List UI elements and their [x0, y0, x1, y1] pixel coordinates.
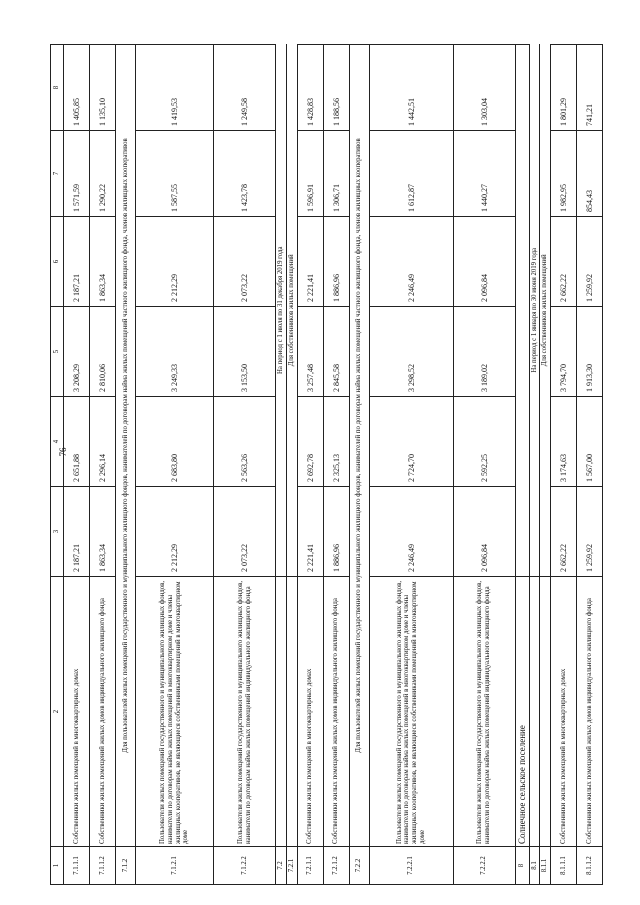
- value-cell: 2 810,06: [90, 307, 116, 397]
- row-code-cell: 7.1.2: [116, 847, 136, 885]
- value-cell: 2 692,78: [297, 397, 323, 487]
- value-cell: 2 187,21: [64, 217, 90, 307]
- value-cell: 3 249,33: [136, 307, 214, 397]
- row-code-cell: 7.2.1: [286, 847, 297, 885]
- page-number: 76: [58, 447, 68, 457]
- value-cell: 1 567,00: [577, 397, 603, 487]
- value-cell: 2 563,26: [214, 397, 276, 487]
- section-heading-cell: Для пользователей жилых помещений государственного и муниципального жилищного фондов, нанимателей по договорам найма жилых помещений частного жилищного фонда, членов жилищных кооперативов: [349, 45, 369, 847]
- value-cell: 741,21: [577, 45, 603, 131]
- row-code-cell: 7.1.1.1: [64, 847, 90, 885]
- row-code-cell: 7.1.1.2: [90, 847, 116, 885]
- table-row: [286, 45, 297, 885]
- value-cell: 1 587,55: [136, 131, 214, 217]
- table-row: [297, 45, 323, 885]
- row-code-cell: 8.1.1: [540, 847, 551, 885]
- table-row: [349, 45, 369, 885]
- value-cell: 1 442,51: [369, 45, 453, 131]
- header-cell: 6: [51, 217, 64, 307]
- empty-cell: [540, 577, 551, 847]
- row-code-cell: 7.1.2.1: [136, 847, 214, 885]
- table-row: [323, 45, 349, 885]
- row-code-cell: 7.2.2.2: [453, 847, 515, 885]
- header-cell: 1: [51, 847, 64, 885]
- period-heading-cell: Для собственников жилых помещений: [540, 45, 551, 577]
- value-cell: 1 886,96: [323, 217, 349, 307]
- value-cell: 2 073,22: [214, 487, 276, 577]
- table-row: [577, 45, 603, 885]
- header-row: [51, 45, 64, 885]
- value-cell: 2 212,29: [136, 217, 214, 307]
- row-name-cell: Собственники жилых помещений жилых домов индивидуального жилищного фонда: [323, 577, 349, 847]
- row-code-cell: 8.1.1.1: [551, 847, 577, 885]
- value-cell: 2 221,41: [297, 217, 323, 307]
- table-row: [90, 45, 116, 885]
- value-cell: 2 221,41: [297, 487, 323, 577]
- row-code-cell: 7.2: [276, 847, 287, 885]
- table-row: [551, 45, 577, 885]
- value-cell: 2 246,49: [369, 487, 453, 577]
- row-code-cell: 8: [515, 847, 529, 885]
- row-name-cell: Пользователи жилых помещений государственного и муниципального жилищных фондов, наниматели по договорам найма жилых помещений индивидуального жилищного фонда: [214, 577, 276, 847]
- table-body: [64, 45, 603, 885]
- value-cell: 2 592,25: [453, 397, 515, 487]
- row-name-cell: Пользователи жилых помещений государственного и муниципального жилищных фондов, наниматели по договорам найма жилых помещений в многоквартирном доме и члены жилищных кооперативов, не являющиеся собственниками помещений в многоквартирном доме: [136, 577, 214, 847]
- value-cell: 1 886,96: [323, 487, 349, 577]
- value-cell: 2 662,22: [551, 487, 577, 577]
- value-cell: 1 913,30: [577, 307, 603, 397]
- value-cell: 2 212,29: [136, 487, 214, 577]
- header-cell: 4: [51, 397, 64, 487]
- value-cell: 3 794,70: [551, 307, 577, 397]
- value-cell: 1 249,58: [214, 45, 276, 131]
- empty-cell: [515, 45, 529, 577]
- row-code-cell: 7.2.1.2: [323, 847, 349, 885]
- value-cell: 1 419,53: [136, 45, 214, 131]
- value-cell: 2 683,80: [136, 397, 214, 487]
- period-heading-cell: На период с 1 июля по 31 декабря 2019 года: [276, 45, 287, 577]
- row-code-cell: 7.2.2: [349, 847, 369, 885]
- row-name-cell: Собственники жилых помещений в многоквартирных домах: [297, 577, 323, 847]
- empty-cell: [276, 577, 287, 847]
- value-cell: 3 298,52: [369, 307, 453, 397]
- value-cell: 1 259,92: [577, 217, 603, 307]
- value-cell: 1 440,27: [453, 131, 515, 217]
- value-cell: 1 303,04: [453, 45, 515, 131]
- table-row: [540, 45, 551, 885]
- value-cell: 2 096,84: [453, 487, 515, 577]
- value-cell: 1 135,10: [90, 45, 116, 131]
- period-heading-cell: На период с 1 января по 30 июня 2019 года: [529, 45, 540, 577]
- value-cell: 3 208,29: [64, 307, 90, 397]
- row-code-cell: 7.2.2.1: [369, 847, 453, 885]
- value-cell: 1 259,92: [577, 487, 603, 577]
- value-cell: 3 189,02: [453, 307, 515, 397]
- header-cell: 8: [51, 45, 64, 131]
- header-cell: 2: [51, 577, 64, 847]
- value-cell: 854,43: [577, 131, 603, 217]
- table-row: [276, 45, 287, 885]
- row-name-cell: Собственники жилых помещений жилых домов индивидуального жилищного фонда: [90, 577, 116, 847]
- settlement-name-cell: Солнечное сельское поселение: [515, 577, 529, 847]
- value-cell: 2 296,14: [90, 397, 116, 487]
- value-cell: 1 863,34: [90, 487, 116, 577]
- section-heading-cell: Для пользователей жилых помещений государственного и муниципального жилищного фондов, нанимателей по договорам найма жилых помещений частного жилищного фонда, членов жилищных кооперативов: [116, 45, 136, 847]
- value-cell: 2 651,88: [64, 397, 90, 487]
- value-cell: 2 073,22: [214, 217, 276, 307]
- table-row: [214, 45, 276, 885]
- value-cell: 3 257,48: [297, 307, 323, 397]
- row-code-cell: 7.1.2.2: [214, 847, 276, 885]
- value-cell: 1 428,83: [297, 45, 323, 131]
- tariff-table: [50, 44, 603, 885]
- table-row: [453, 45, 515, 885]
- value-cell: 2 325,13: [323, 397, 349, 487]
- value-cell: 3 153,50: [214, 307, 276, 397]
- value-cell: 1 188,56: [323, 45, 349, 131]
- row-name-cell: Пользователи жилых помещений государственного и муниципального жилищных фондов, наниматели по договорам найма жилых помещений индивидуального жилищного фонда: [453, 577, 515, 847]
- table-row: [515, 45, 529, 885]
- table-row: [136, 45, 214, 885]
- row-name-cell: Собственники жилых помещений в многоквартирных домах: [551, 577, 577, 847]
- header-cell: 7: [51, 131, 64, 217]
- value-cell: 1 801,29: [551, 45, 577, 131]
- table-row: [64, 45, 90, 885]
- value-cell: 1 571,59: [64, 131, 90, 217]
- value-cell: 2 246,49: [369, 217, 453, 307]
- empty-cell: [529, 577, 540, 847]
- value-cell: 1 423,78: [214, 131, 276, 217]
- value-cell: 1 306,71: [323, 131, 349, 217]
- row-name-cell: Собственники жилых помещений жилых домов индивидуального жилищного фонда: [577, 577, 603, 847]
- header-cell: 3: [51, 487, 64, 577]
- row-name-cell: Пользователи жилых помещений государственного и муниципального жилищных фондов, наниматели по договорам найма жилых помещений в многоквартирном доме и члены жилищных кооперативов, не являющиеся собственниками помещений в многоквартирном доме: [369, 577, 453, 847]
- period-heading-cell: Для собственников жилых помещений: [286, 45, 297, 577]
- value-cell: 1 596,91: [297, 131, 323, 217]
- value-cell: 2 096,84: [453, 217, 515, 307]
- value-cell: 2 662,22: [551, 217, 577, 307]
- value-cell: 1 612,87: [369, 131, 453, 217]
- value-cell: 1 290,22: [90, 131, 116, 217]
- row-code-cell: 8.1: [529, 847, 540, 885]
- row-code-cell: 7.2.1.1: [297, 847, 323, 885]
- table-row: [369, 45, 453, 885]
- row-code-cell: 8.1.1.2: [577, 847, 603, 885]
- value-cell: 1 863,34: [90, 217, 116, 307]
- table-row: [116, 45, 136, 885]
- value-cell: 1 405,85: [64, 45, 90, 131]
- table-row: [529, 45, 540, 885]
- value-cell: 2 187,21: [64, 487, 90, 577]
- rotated-table-container: [50, 45, 595, 885]
- value-cell: 3 174,63: [551, 397, 577, 487]
- value-cell: 2 724,70: [369, 397, 453, 487]
- row-name-cell: Собственники жилых помещений в многоквартирных домах: [64, 577, 90, 847]
- value-cell: 2 845,58: [323, 307, 349, 397]
- header-cell: 5: [51, 307, 64, 397]
- value-cell: 1 982,95: [551, 131, 577, 217]
- empty-cell: [286, 577, 297, 847]
